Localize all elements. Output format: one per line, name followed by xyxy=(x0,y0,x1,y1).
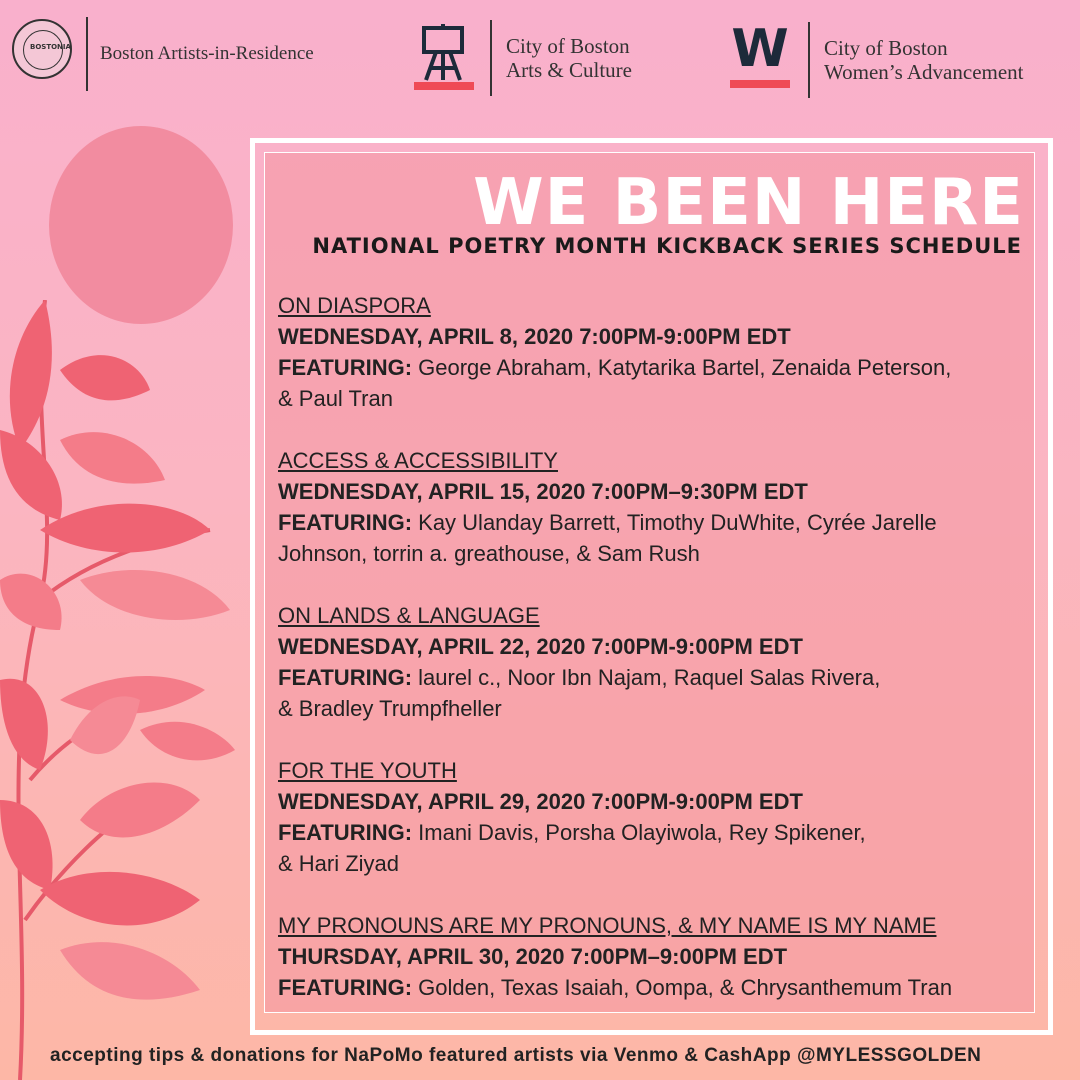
event-name: ON DIASPORA xyxy=(278,293,431,318)
footer-donation-note: accepting tips & donations for NaPoMo featured artists via Venmo & CashApp @MYLESSGOLDEN xyxy=(50,1045,982,1066)
plant-illustration xyxy=(0,300,250,1080)
event-name: MY PRONOUNS ARE MY PRONOUNS, & MY NAME IS MY NAME xyxy=(278,913,937,938)
event-item xyxy=(278,290,1038,414)
sun-circle xyxy=(49,126,233,324)
w-letter: W xyxy=(731,19,789,79)
divider xyxy=(490,20,492,96)
featured-artists: George Abraham, Katytarika Bartel, Zenaida Peterson, & Paul Tran xyxy=(278,355,952,411)
org-arts-culture xyxy=(506,34,632,82)
event-item xyxy=(278,600,1038,724)
event-datetime: WEDNESDAY, APRIL 29, 2020 7:00PM-9:00PM EDT xyxy=(278,789,803,814)
easel-icon xyxy=(414,24,474,92)
org-womens-advancement xyxy=(824,36,1024,84)
seal-text: BOSTONIA xyxy=(30,43,71,51)
featuring-label: FEATURING: xyxy=(278,665,413,690)
featuring-label: FEATURING: xyxy=(278,510,413,535)
womens-advancement-logo xyxy=(730,19,790,88)
featuring-label: FEATURING: xyxy=(278,820,413,845)
boston-seal-logo xyxy=(12,19,72,79)
event-datetime: WEDNESDAY, APRIL 8, 2020 7:00PM-9:00PM EDT xyxy=(278,324,791,349)
event-datetime: WEDNESDAY, APRIL 22, 2020 7:00PM-9:00PM EDT xyxy=(278,634,803,659)
featured-artists: Imani Davis, Porsha Olayiwola, Rey Spikener, & Hari Ziyad xyxy=(278,820,866,876)
featured-artists: Kay Ulanday Barrett, Timothy DuWhite, Cyrée Jarelle Johnson, torrin a. greathouse, & Sam Rush xyxy=(278,510,937,566)
event-item xyxy=(278,755,1038,879)
event-item xyxy=(278,445,1038,569)
event-name: FOR THE YOUTH xyxy=(278,758,457,783)
org-arts-culture-line2: Arts & Culture xyxy=(506,58,632,82)
featuring-label: FEATURING: xyxy=(278,355,413,380)
event-name: ON LANDS & LANGUAGE xyxy=(278,603,540,628)
org-womens-advancement-line1: City of Boston xyxy=(824,36,948,60)
event-item xyxy=(278,910,1038,1003)
event-datetime: THURSDAY, APRIL 30, 2020 7:00PM–9:00PM EDT xyxy=(278,944,788,969)
w-logo-bar xyxy=(730,80,790,88)
featured-artists: laurel c., Noor Ibn Najam, Raquel Salas Rivera, & Bradley Trumpfheller xyxy=(278,665,881,721)
event-datetime: WEDNESDAY, APRIL 15, 2020 7:00PM–9:30PM EDT xyxy=(278,479,808,504)
divider xyxy=(808,22,810,98)
org-boston-artists: Boston Artists-in-Residence xyxy=(100,43,314,64)
event-name: ACCESS & ACCESSIBILITY xyxy=(278,448,558,473)
event-list xyxy=(278,290,1038,1034)
featured-artists: Golden, Texas Isaiah, Oompa, & Chrysanthemum Tran xyxy=(412,975,953,1000)
poster-subtitle: NATIONAL POETRY MONTH KICKBACK SERIES SCHEDULE xyxy=(312,234,1022,258)
poster-title: WE BEEN HERE xyxy=(473,166,1024,240)
header xyxy=(0,0,1080,100)
org-womens-advancement-line2: Women’s Advancement xyxy=(824,60,1024,84)
divider xyxy=(86,17,88,91)
featuring-label: FEATURING: xyxy=(278,975,413,1000)
org-arts-culture-line1: City of Boston xyxy=(506,34,630,58)
